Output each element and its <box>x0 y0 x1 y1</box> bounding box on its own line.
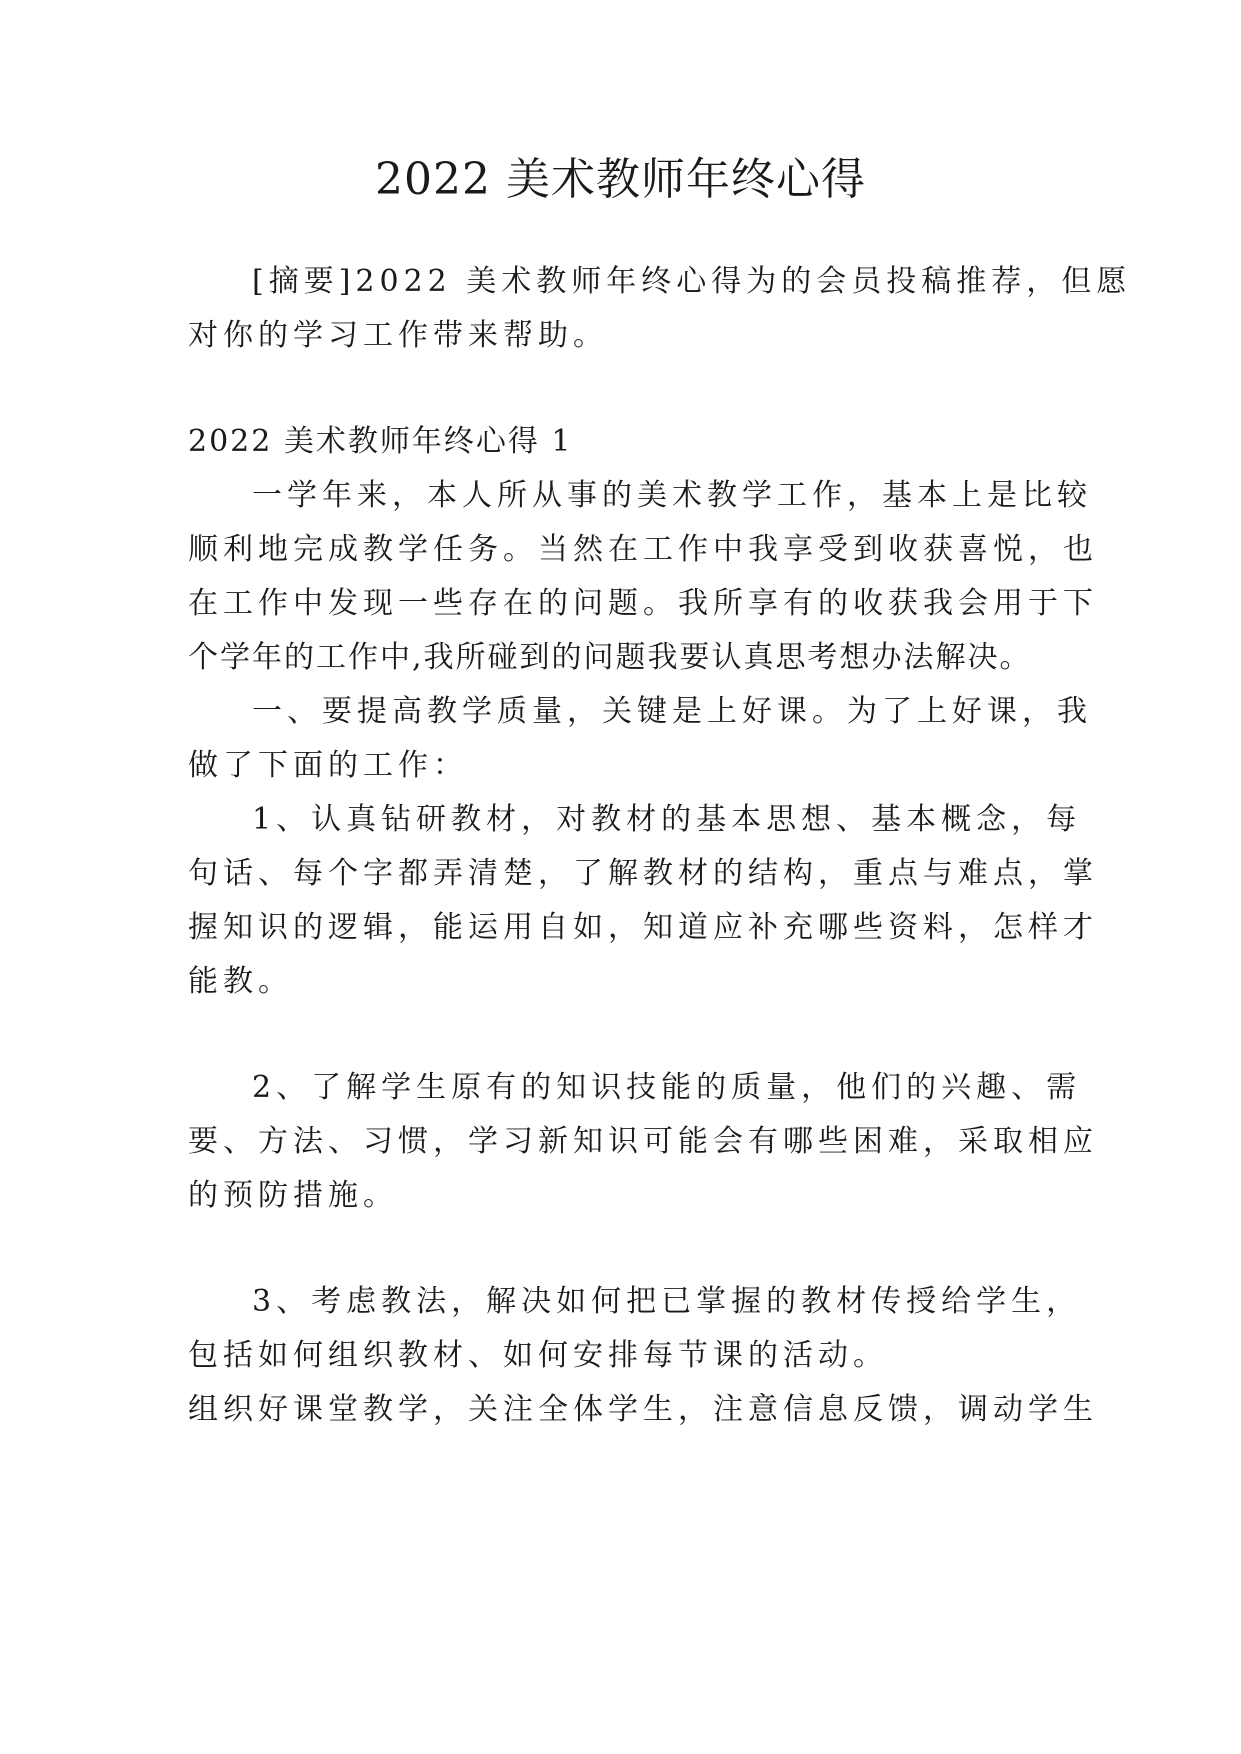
abstract-line: [摘要]2022 美术教师年终心得为的会员投稿推荐，但愿 <box>252 264 1132 299</box>
paragraph-line: 顺利地完成教学任务。当然在工作中我享受到收获喜悦，也 <box>188 532 1098 567</box>
list-item-line: 的预防措施。 <box>188 1178 398 1213</box>
list-item-line: 要、方法、习惯，学习新知识可能会有哪些困难，采取相应 <box>188 1124 1098 1159</box>
list-item-line: 句话、每个字都弄清楚，了解教材的结构，重点与难点，掌 <box>188 856 1098 891</box>
document-title: 2022 美术教师年终心得 <box>375 154 866 205</box>
abstract-line: 对你的学习工作带来帮助。 <box>188 318 608 353</box>
paragraph-line: 一、要提高教学质量，关键是上好课。为了上好课，我 <box>252 694 1092 729</box>
list-item-line: 包括如何组织教材、如何安排每节课的活动。 <box>188 1338 888 1373</box>
paragraph-line: 个学年的工作中,我所碰到的问题我要认真思考想办法解决。 <box>188 640 1032 675</box>
paragraph-line: 在工作中发现一些存在的问题。我所享有的收获我会用于下 <box>188 586 1098 621</box>
paragraph-line: 组织好课堂教学，关注全体学生，注意信息反馈，调动学生 <box>188 1392 1098 1427</box>
list-item-line: 1、认真钻研教材，对教材的基本思想、基本概念，每 <box>252 802 1082 837</box>
paragraph-line: 做了下面的工作： <box>188 748 468 783</box>
list-item-line: 3、考虑教法，解决如何把已掌握的教材传授给学生， <box>252 1284 1082 1319</box>
paragraph-line: 一学年来，本人所从事的美术教学工作，基本上是比较 <box>252 478 1092 513</box>
list-item-line: 2、了解学生原有的知识技能的质量，他们的兴趣、需 <box>252 1070 1082 1105</box>
section-heading: 2022 美术教师年终心得 1 <box>188 424 573 459</box>
list-item-line: 能教。 <box>188 964 293 999</box>
list-item-line: 握知识的逻辑，能运用自如，知道应补充哪些资料，怎样才 <box>188 910 1098 945</box>
